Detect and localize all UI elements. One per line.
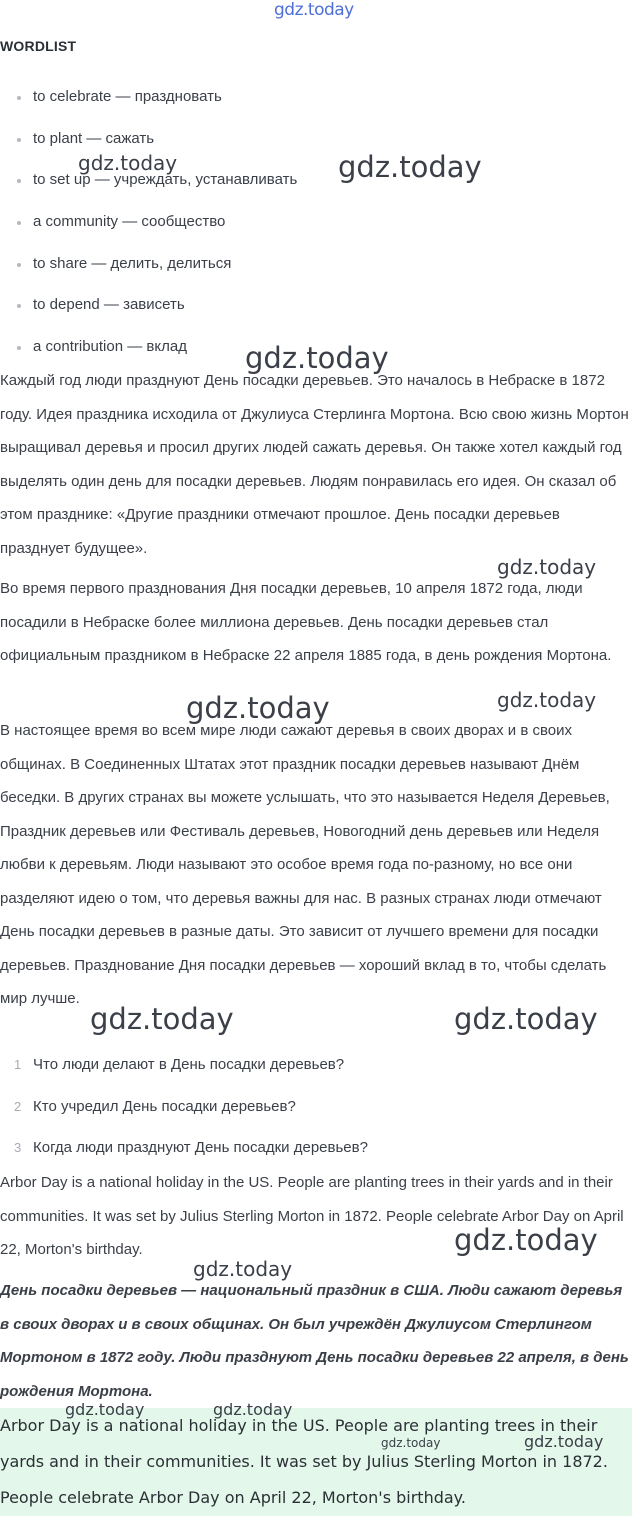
watermark: gdz.today: [78, 151, 178, 175]
wordlist-item: [0, 80, 297, 122]
wordlist-item-text: to depend — зависеть: [33, 296, 185, 314]
wordlist-item-text: a community — сообщество: [33, 213, 226, 231]
wordlist-item-text: to set up — учреждать, устанавливать: [33, 171, 298, 189]
watermark: gdz.today: [213, 1400, 293, 1419]
wordlist-item-text: a contribution — вклад: [33, 338, 187, 356]
wordlist: [0, 80, 297, 372]
paragraph-2: Во время первого празднования Дня посадки деревьев, 10 апреля 1872 года, люди посадили в Небраске более миллиона деревьев. День посадки деревьев стал официальным праздником в Небраске 22 апреля 1885 года, в день рождения Мортона.: [0, 580, 612, 664]
bullet-icon: [17, 138, 21, 142]
watermark: gdz.today: [186, 691, 330, 725]
question-number: 3: [14, 1140, 22, 1156]
paragraph-3: В настоящее время во всем мире люди сажают деревья в своих дворах и в своих общинах. В Соединенных Штатах этот праздник посадки деревьев называют Днём беседки. В других странах вы можете услышать, что это называется Неделя Деревьев, Праздник деревьев или Фестиваль деревьев, Новогодний день деревьев или Неделя любви к деревьям. Люди называют это особое время года по-разному, но все они разделяют идею о том, что деревья важны для нас. В разных странах люди отмечают День посадки деревьев в разные даты. Это зависит от лучшего времени для посадки деревьев. Празднование Дня посадки деревьев — хороший вклад в то, чтобы сделать мир лучше.: [0, 722, 610, 1007]
answer-highlight-text: Arbor Day is a national holiday in the US. People are planting trees in their yards and in their communities. It was set by Julius Sterling Morton in 1872. People celebrate Arbor Day on April 22, Morton's birthday.: [0, 1416, 608, 1507]
question-item: [0, 1090, 368, 1132]
answer-russian: День посадки деревьев — национальный праздник в США. Люди сажают деревья в своих дворах и в своих общинах. Он был учреждён Джулиусом Стерлингом Мортоном в 1872 году. Люди празднуют День посадки деревьев 22 апреля, в день рождения Мортона.: [0, 1282, 629, 1400]
watermark-top: gdz.today: [274, 0, 354, 20]
watermark: gdz.today: [454, 1223, 598, 1257]
questions-list: [0, 1048, 368, 1173]
bullet-icon: [17, 221, 21, 225]
wordlist-heading: WORDLIST: [0, 38, 77, 54]
question-item: [0, 1048, 368, 1090]
question-number: 2: [14, 1098, 22, 1114]
watermark: gdz.today: [381, 1436, 441, 1450]
watermark: gdz.today: [454, 1002, 598, 1036]
wordlist-item: [0, 205, 297, 247]
question-text: Что люди делают в День посадки деревьев?: [33, 1056, 345, 1073]
watermark: gdz.today: [497, 555, 597, 579]
wordlist-item: [0, 247, 297, 289]
question-number: 1: [14, 1057, 22, 1072]
bullet-icon: [17, 96, 21, 100]
question-text: Когда люди празднуют День посадки деревьев?: [33, 1139, 368, 1157]
watermark: gdz.today: [497, 688, 597, 712]
wordlist-item-text: to share — делить, делиться: [33, 254, 232, 272]
bullet-icon: [17, 346, 21, 350]
watermark: gdz.today: [90, 1002, 234, 1036]
answer-english: Arbor Day is a national holiday in the US. People are planting trees in their yards and in their communities. It was set by Julius Sterling Morton in 1872. People celebrate Arbor Day on April 22, Morton's birthday.: [0, 1174, 624, 1258]
watermark: gdz.today: [65, 1400, 145, 1419]
watermark: gdz.today: [245, 341, 389, 375]
question-text: Кто учредил День посадки деревьев?: [33, 1097, 296, 1115]
bullet-icon: [17, 263, 21, 267]
bullet-icon: [17, 304, 21, 308]
bullet-icon: [17, 179, 21, 183]
wordlist-item: [0, 288, 297, 330]
wordlist-item-text: to celebrate — праздновать: [33, 88, 222, 105]
watermark: gdz.today: [524, 1432, 604, 1451]
watermark: gdz.today: [338, 150, 482, 184]
watermark: gdz.today: [193, 1257, 293, 1281]
wordlist-item-text: to plant — сажать: [33, 129, 155, 147]
paragraph-1: Каждый год люди празднуют День посадки деревьев. Это началось в Небраске в 1872 году. Идея праздника исходила от Джулиуса Стерлинга Мортона. Всю свою жизнь Мортон выращивал деревья и просил других людей сажать деревья. Он также хотел каждый год выделять один день для посадки деревьев. Людям понравилась его идея. Он сказал об этом празднике: «Другие праздники отмечают прошлое. День посадки деревьев празднует будущее».: [0, 372, 629, 557]
